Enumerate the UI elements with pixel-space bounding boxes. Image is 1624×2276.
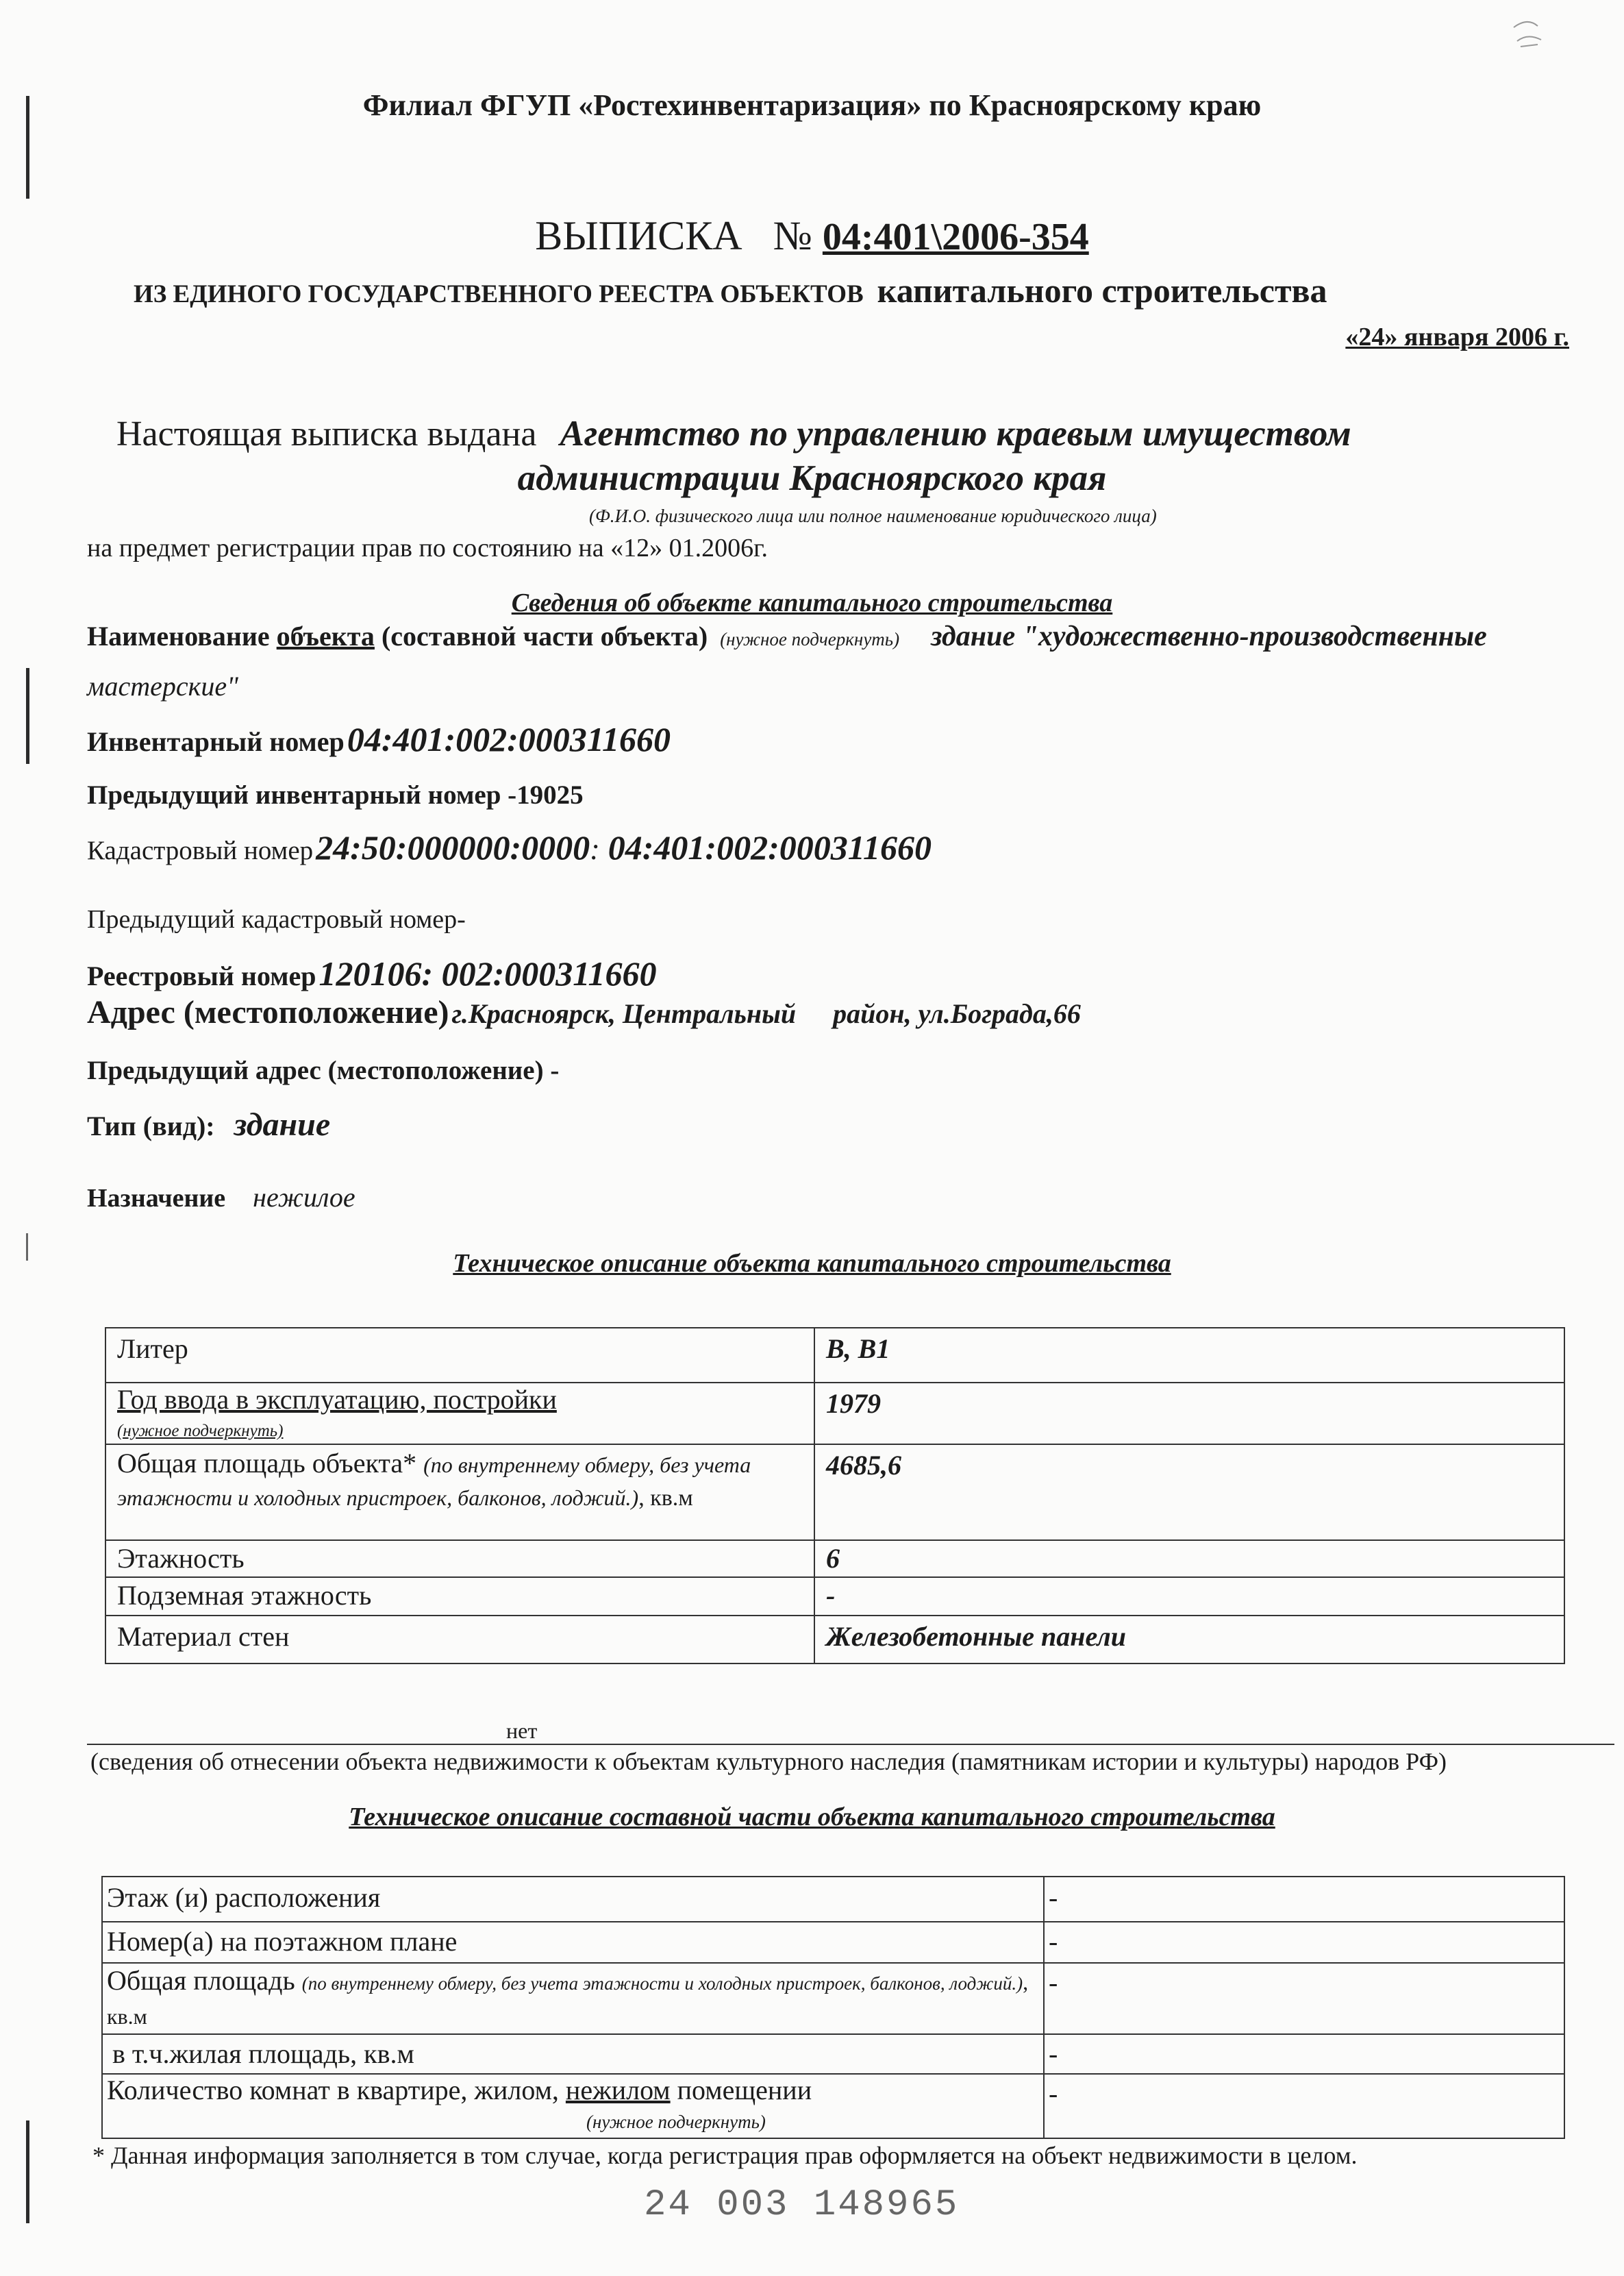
tech-hint: (нужное подчеркнуть) — [117, 1422, 284, 1440]
tech-label: Материал стен — [117, 1621, 290, 1652]
object-name-label-underlined: объекта — [276, 621, 375, 652]
tech-label-cell — [105, 1616, 814, 1663]
prev-cadastral: Предыдущий кадастровый номер- — [87, 905, 466, 934]
purpose-label: Назначение — [87, 1184, 226, 1213]
document-title — [0, 212, 1624, 260]
object-name-label: Наименование — [87, 621, 277, 652]
part-label-cell — [102, 1922, 1044, 1963]
part-label-cell — [102, 1877, 1044, 1922]
object-section-title: Сведения об объекте капитального строительства — [511, 589, 1113, 617]
address-row — [87, 993, 1081, 1031]
registry-row — [87, 954, 657, 993]
tech-label: Подземная этажность — [117, 1580, 372, 1611]
inventory-label: Инвентарный номер — [87, 726, 345, 757]
tech-value-cell — [814, 1616, 1564, 1663]
tech-label: Литер — [117, 1333, 188, 1364]
part-section-title: Техническое описание составной части объекта капитального строительства — [349, 1803, 1275, 1831]
part-value: - — [1049, 1926, 1058, 1957]
table-row — [105, 1616, 1564, 1663]
heritage-value: нет — [503, 1718, 540, 1744]
issued-prefix: Настоящая выписка выдана — [116, 415, 537, 454]
address-label: Адрес (местоположение) — [87, 994, 449, 1030]
issued-to-line1: Агентство по управлению краевым имуществом — [560, 414, 1351, 454]
tech-label: Этажность — [117, 1543, 245, 1574]
tech-section-title: Техническое описание объекта капитального строительства — [453, 1249, 1171, 1278]
part-label-cell — [102, 2034, 1044, 2074]
part-value: - — [1049, 2038, 1058, 2069]
cadastral-label: Кадастровый номер — [87, 836, 314, 865]
issued-purpose: на предмет регистрации прав по состоянию на «12» 01.2006г. — [87, 534, 768, 562]
table-row — [105, 1328, 1564, 1383]
title-word: ВЫПИСКА — [535, 213, 742, 258]
tech-value-cell — [814, 1540, 1564, 1577]
tech-label-cell — [105, 1540, 814, 1577]
part-label: Количество комнат в квартире, жилом, — [107, 2075, 566, 2105]
address-value-2: район, ул.Бограда,66 — [833, 998, 1081, 1029]
part-label: Этаж (и) расположения — [107, 1882, 381, 1913]
tech-label: Год ввода в эксплуатацию, постройки — [117, 1384, 557, 1415]
table-row — [102, 2034, 1564, 2074]
title-number-sign: № — [773, 213, 812, 258]
part-value-cell — [1044, 1922, 1564, 1963]
type-label: Тип (вид): — [87, 1111, 215, 1141]
issued-hint: (Ф.И.О. физического лица или полное наименование юридического лица) — [589, 506, 1157, 526]
heritage-line — [87, 1744, 1614, 1745]
part-value-cell — [1044, 2074, 1564, 2138]
tech-value-cell — [814, 1444, 1564, 1540]
part-value-cell — [1044, 2034, 1564, 2074]
part-label: Номер(а) на поэтажном плане — [107, 1926, 458, 1957]
tech-hint: (по внутреннему обмеру, без учета этажности и холодных пристроек, балконов, лоджий.) — [117, 1452, 751, 1510]
issued-to-line2: администрации Красноярского края — [517, 458, 1107, 498]
prev-address: Предыдущий адрес (местоположение) - — [87, 1056, 560, 1085]
issued-line — [116, 413, 1351, 454]
registry-label: Реестровый номер — [87, 961, 316, 991]
part-value: - — [1049, 1967, 1058, 1998]
part-label-cell — [102, 2074, 1044, 2138]
part-hint: (по внутреннему обмеру, без учета этажности и холодных пристроек, балконов, лоджий.) — [301, 1973, 1023, 1994]
inventory-value: 04:401:002:000311660 — [347, 720, 671, 758]
object-name-value: здание "художественно-производственные — [931, 621, 1487, 652]
table-row — [102, 1922, 1564, 1963]
part-label-cell — [102, 1963, 1044, 2034]
table-row — [105, 1577, 1564, 1616]
tech-value: - — [826, 1580, 836, 1611]
tech-value-cell — [814, 1328, 1564, 1383]
tech-label-cell — [105, 1577, 814, 1616]
object-name-value-cont: мастерские" — [87, 671, 238, 702]
purpose-row — [87, 1181, 355, 1213]
purpose-value: нежилое — [253, 1182, 355, 1213]
tech-label-cell — [105, 1444, 814, 1540]
part-table — [101, 1876, 1565, 2139]
subtitle-tail: капитального строительства — [877, 271, 1327, 310]
corner-scribble — [1507, 14, 1548, 55]
object-name-label-part: (составной части объекта) — [374, 621, 708, 652]
part-value: - — [1049, 2078, 1058, 2109]
part-label: Общая площадь — [107, 1965, 295, 1996]
table-row — [102, 2074, 1564, 2138]
tech-label-cell — [105, 1328, 814, 1383]
tech-value: В, В1 — [826, 1333, 890, 1364]
table-row — [105, 1540, 1564, 1577]
scan-edge-mark — [26, 2120, 29, 2223]
object-name-hint: (нужное подчеркнуть) — [720, 629, 900, 650]
type-row — [87, 1106, 330, 1143]
part-label: в т.ч.жилая площадь, кв.м — [112, 2038, 414, 2069]
part-value: - — [1049, 1882, 1058, 1913]
subtitle-caps: ИЗ ЕДИНОГО ГОСУДАРСТВЕННОГО РЕЕСТРА ОБЪЕКТОВ — [134, 280, 864, 308]
part-hint: (нужное подчеркнуть) — [586, 2112, 766, 2132]
tech-value-cell — [814, 1383, 1564, 1444]
part-value-cell — [1044, 1963, 1564, 2034]
cadastral-separator: : — [590, 832, 600, 866]
type-value: здание — [234, 1106, 331, 1143]
serial-number: 24 003 148965 — [644, 2184, 960, 2226]
part-label-tail: помещении — [670, 2075, 812, 2105]
object-name-row — [87, 620, 1487, 653]
table-row — [102, 1877, 1564, 1922]
cadastral-value-2: 04:401:002:000311660 — [608, 828, 932, 867]
registry-value: 120106: 002:000311660 — [318, 954, 657, 993]
tech-label: Общая площадь объекта* — [117, 1448, 417, 1479]
tech-value: 6 — [826, 1543, 840, 1574]
footnote: * Данная информация заполняется в том случае, когда регистрация прав оформляется на объект недвижимости в целом. — [92, 2142, 1358, 2169]
document-date: «24» января 2006 г. — [1345, 323, 1569, 351]
scan-edge-mark — [26, 668, 29, 764]
cadastral-row — [87, 828, 932, 867]
title-number: 04:401\2006-354 — [822, 216, 1089, 258]
part-label-underlined: нежилом — [565, 2075, 671, 2105]
tech-value: 4685,6 — [826, 1450, 901, 1481]
tech-value-cell — [814, 1577, 1564, 1616]
part-unit: , кв.м — [107, 1970, 1029, 2029]
tech-unit: , кв.м — [638, 1485, 693, 1511]
table-row — [105, 1444, 1564, 1540]
org-name: Филиал ФГУП «Ростехинвентаризация» по Красноярскому краю — [362, 88, 1262, 122]
document-subtitle — [134, 271, 1327, 310]
tech-label-cell — [105, 1383, 814, 1444]
table-row — [105, 1383, 1564, 1444]
address-value-1: г.Красноярск, Центральный — [451, 998, 797, 1029]
heritage-caption: (сведения об отнесении объекта недвижимости к объектам культурного наследия (памятникам истории и культуры) народов РФ) — [90, 1748, 1447, 1775]
tech-value: Железобетонные панели — [826, 1621, 1126, 1652]
prev-inventory: Предыдущий инвентарный номер -19025 — [87, 780, 584, 810]
tech-value: 1979 — [826, 1388, 881, 1419]
table-row — [102, 1963, 1564, 2034]
part-value-cell — [1044, 1877, 1564, 1922]
tech-table — [105, 1327, 1565, 1664]
cadastral-value-1: 24:50:000000:0000 — [316, 828, 590, 867]
inventory-row — [87, 719, 671, 759]
